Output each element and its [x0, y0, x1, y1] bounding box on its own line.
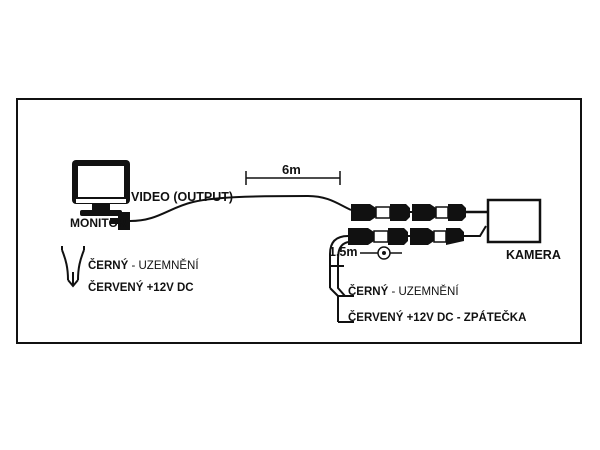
monitor-black-lead-label: [88, 260, 199, 272]
video-connector-pair: [351, 204, 488, 221]
camera-black-lead-name: ČERNÝ: [348, 286, 389, 298]
camera-label: KAMERA: [506, 248, 561, 262]
length-6m-label: 6m: [282, 162, 301, 177]
length-1-5m-label: 1.5m: [329, 245, 358, 259]
camera-black-lead-label: [348, 286, 459, 298]
monitor-red-lead-desc: +12V DC: [143, 282, 194, 294]
camera-black-lead-desc: - UZEMNĚNÍ: [388, 286, 459, 298]
diagram-frame: [16, 98, 582, 344]
monitor-red-lead-name: ČERVENÝ: [88, 282, 144, 294]
monitor-icon: [72, 160, 130, 216]
monitor-black-lead-desc: - UZEMNĚNÍ: [128, 260, 199, 272]
camera-red-lead-name: ČERVENÝ: [348, 312, 404, 324]
video-output-label: VIDEO (OUTPUT): [131, 190, 234, 204]
monitor-label: MONITOR: [70, 216, 127, 230]
monitor-red-lead-label: [88, 282, 194, 294]
power-connector-pair: [348, 226, 486, 245]
camera-red-lead-desc: +12V DC - ZPÁTEČKA: [403, 312, 527, 324]
camera-red-lead-label: [348, 312, 526, 324]
monitor-power-leads: [62, 246, 84, 286]
camera-icon: [488, 200, 540, 242]
dimension-1-5m: [360, 247, 402, 259]
monitor-black-lead-name: ČERNÝ: [88, 260, 129, 272]
